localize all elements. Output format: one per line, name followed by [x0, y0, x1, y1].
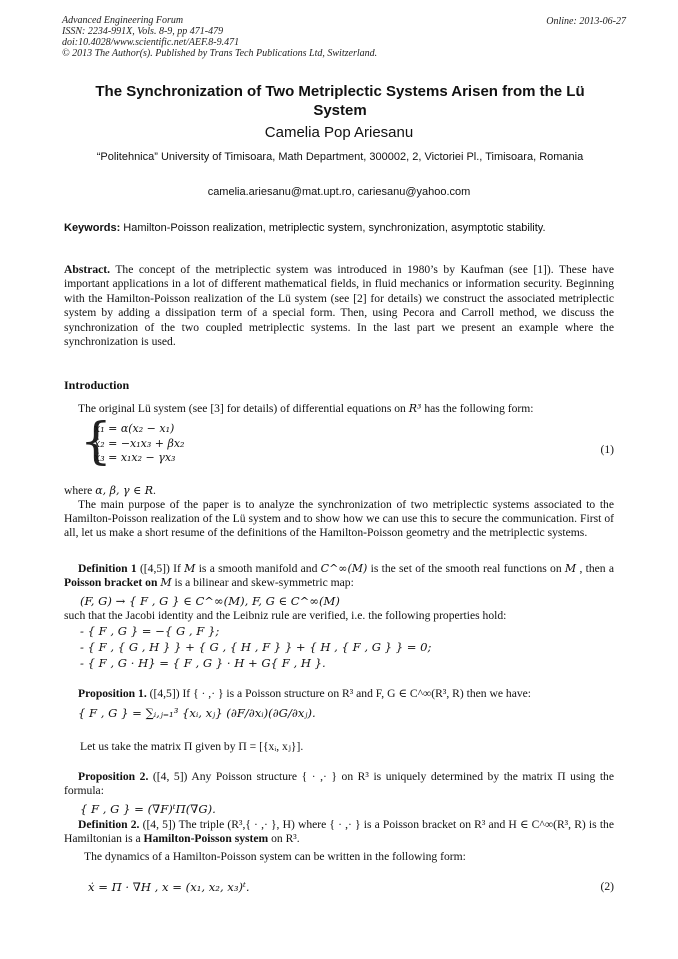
- equation-line: ẋ₂ = −x₁x₃ + βx₂: [94, 436, 185, 450]
- prop1-matrix: Let us take the matrix Π given by Π = [{xᵢ, xⱼ}].: [80, 740, 304, 753]
- intro-p1-end: has the following form:: [421, 402, 534, 415]
- keywords: [64, 221, 614, 235]
- intro-paragraph-1: [64, 402, 614, 416]
- where-text: where: [64, 484, 96, 497]
- definition-2: [64, 818, 614, 846]
- equation-line: ẋ₃ = x₁x₂ − γx₃: [94, 451, 176, 464]
- intro-p1-text: The original Lü system (see [3] for details) of differential equations on: [78, 402, 409, 415]
- def1-text: is the set of the smooth real functions on: [367, 562, 565, 575]
- intro-p1-math: R³: [408, 402, 422, 415]
- copyright-line: © 2013 The Author(s). Published by Trans Tech Publications Ltd, Switzerland.: [62, 48, 378, 59]
- definition-1-label: Definition 1: [78, 562, 137, 575]
- proposition-2: [64, 770, 614, 798]
- abstract: [64, 263, 614, 349]
- property-line: - { F , G } = −{ G , F };: [80, 624, 220, 638]
- abstract-text: The concept of the metriplectic system was introduced in 1980’s by Kaufman (see [1]). These have important applications in a lot of different mathematical fields, in fluid mechanics or information security. Beginning with the Hamilton-Poisson realization of the Lü system (see [2] for details) we construct the associated metriplectic system by adding a dissipation term of a special form. Then, using Pecora and Carroll method, we discuss the synchronization of the two coupled metriplectic systems. In the last part we present an example where the synchronization is used.: [64, 263, 614, 349]
- definition-2-label: Definition 2.: [78, 818, 140, 831]
- def1-math: M: [564, 562, 577, 575]
- proposition-1: [64, 687, 614, 701]
- def2-text: ([4, 5]) The triple (R³,{ · ,· }, H) where { · ,· } is a Poisson bracket on R³ and H ∈ C^∞(R³, R) is the Hamiltonian is a: [64, 818, 614, 846]
- where-line: [64, 484, 156, 497]
- def2-bold: Hamilton-Poisson system: [143, 832, 269, 846]
- def1-text: , then a: [576, 562, 614, 575]
- author-name: Camelia Pop Ariesanu: [264, 124, 414, 141]
- proposition-2-label: Proposition 2.: [78, 770, 149, 783]
- author-email: camelia.ariesanu@mat.upt.ro, cariesanu@yahoo.com: [207, 186, 471, 198]
- property-line: - { F , G · H} = { F , G } · H + G{ F , H }.: [80, 656, 326, 670]
- doi-line: doi:10.4028/www.scientific.net/AEF.8-9.471: [62, 37, 240, 48]
- def1-math: C^∞(M): [320, 562, 368, 575]
- where-end: .: [153, 484, 156, 497]
- equation-2: ẋ = Π · ∇H , x = (x₁, x₂, x₃)ᵗ.: [88, 880, 250, 894]
- def2-end: on R³.: [268, 832, 300, 846]
- online-date: Online: 2013-06-27: [546, 16, 626, 27]
- section-heading-introduction: Introduction: [64, 378, 130, 392]
- brace-symbol: {: [80, 412, 112, 470]
- equation-line: ẋ₁ = α(x₂ − x₁): [94, 422, 175, 435]
- affiliation: “Politehnica” University of Timisoara, Math Department, 300002, 2, Victoriei Pl., Timisoara, Romania: [96, 151, 584, 163]
- prop2-formula: { F , G } = (∇F)ᵗΠ(∇G).: [80, 802, 216, 816]
- def1-such-that: such that the Jacobi identity and the Leibniz rule are verified, i.e. the following properties hold:: [64, 609, 507, 622]
- journal-name: Advanced Engineering Forum: [62, 15, 184, 26]
- issn-line: ISSN: 2234-991X, Vols. 8-9, pp 471-479: [62, 26, 224, 37]
- definition-1: [64, 562, 614, 590]
- def1-math: M: [184, 562, 196, 575]
- def1-math: M: [160, 576, 172, 590]
- prop1-formula: { F , G } = ∑ᵢ,ⱼ₌₁³ {xᵢ, xⱼ} (∂F/∂xᵢ)(∂G/∂xⱼ).: [78, 706, 316, 720]
- where-math: α, β, γ ∈ R: [95, 484, 154, 497]
- proposition-1-label: Proposition 1.: [78, 687, 147, 700]
- def1-text: ([4,5]) If: [136, 562, 185, 575]
- def2-dynamics: The dynamics of a Hamilton-Poisson system can be written in the following form:: [84, 850, 466, 863]
- def1-text: is a bilinear and skew-symmetric map:: [171, 576, 354, 590]
- def1-text: is a smooth manifold and: [195, 562, 321, 575]
- equation-lines: [94, 422, 184, 466]
- intro-paragraph-2: The main purpose of the paper is to analyze the synchronization of two metriplectic systems associated to the Hamilton-Poisson realization of the Lü system and to show how we can use this to secure the communication. First of all, let us make a short resume of the definitions of the Hamilton-Poisson geometry and the metriplectic systems.: [64, 498, 614, 540]
- poisson-map: (F, G) → { F , G } ∈ C^∞(M), F, G ∈ C^∞(M): [80, 594, 340, 608]
- equation-number-2: (2): [600, 880, 614, 893]
- def1-bold: Poisson bracket on: [64, 576, 161, 590]
- paper-title: The Synchronization of Two Metriplectic Systems Arisen from the Lü System: [95, 83, 585, 119]
- prop1-text: ([4,5]) If { · ,· } is a Poisson structure on R³ and F, G ∈ C^∞(R³, R) then we have:: [146, 687, 532, 700]
- keywords-text: Hamilton-Poisson realization, metriplectic system, synchronization, asymptotic stability.: [120, 222, 546, 234]
- property-line: - { F , { G , H } } + { G , { H , F } } + { H , { F , G } } = 0;: [80, 640, 432, 654]
- abstract-label: Abstract.: [64, 263, 111, 276]
- prop2-text: ([4, 5]) Any Poisson structure { · ,· } on R³ is uniquely determined by the matrix Π using the formula:: [64, 770, 614, 798]
- equation-number-1: (1): [600, 443, 614, 456]
- keywords-label: Keywords:: [64, 222, 121, 234]
